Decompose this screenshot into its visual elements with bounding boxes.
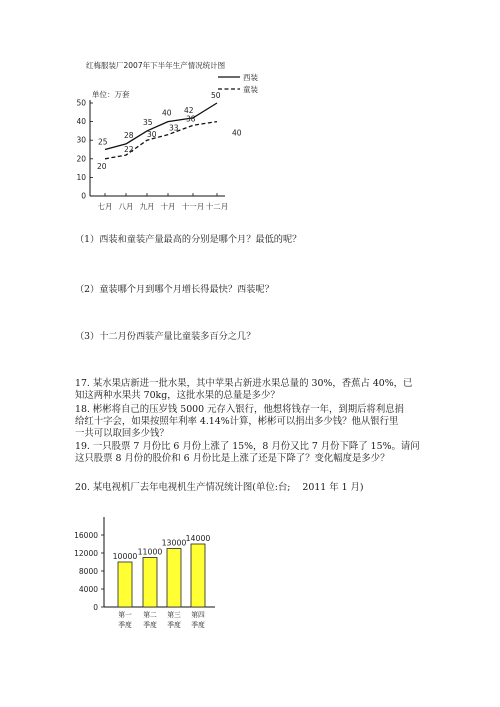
legend-label-kids: 童装: [243, 85, 258, 94]
chart2-x-ticks: [118, 610, 205, 629]
data-label-suit: 40: [162, 108, 172, 118]
data-label-suit: 35: [143, 117, 153, 127]
data-label-kids: 40: [232, 128, 242, 138]
problem-18: 18. 彬彬将自己的压岁钱 5000 元存入银行，他想将钱存一年，到期后将利息捐 给红十字会，如果按照年利率 4.14%计算，彬彬可以捐出多少钱？他从银行里 一共可以取回多少钱？: [75, 404, 404, 440]
chart2-y-ticks: [74, 531, 104, 612]
data-label-kids: 20: [97, 161, 107, 171]
question-2: （2）童装哪个月到哪个月增长得最快？西装呢？: [75, 284, 274, 295]
chart2-x-tick-label: 第三: [167, 611, 181, 619]
series-line-kids: [105, 122, 217, 159]
bar-value-label: 11000: [137, 547, 163, 557]
data-label-suit: 28: [124, 130, 134, 140]
chart2-y-tick-label: 0: [93, 602, 98, 612]
chart2-y-tick-label: 16000: [74, 530, 98, 540]
bar: [167, 549, 181, 608]
chart2-y-tick-label: 4000: [78, 584, 98, 594]
data-label-suit: 42: [184, 105, 194, 115]
series-line-suit: [105, 103, 217, 150]
legend-label-suit: 西装: [243, 73, 258, 82]
chart1-y-ticks: [76, 99, 93, 201]
chart2-svg: [0, 500, 500, 640]
chart1-series: [105, 103, 217, 159]
chart1-y-tick-label: 40: [76, 117, 86, 127]
chart2-y-tick-label: 12000: [74, 548, 98, 558]
chart2-x-tick-label: 季度: [191, 621, 205, 629]
chart2-x-tick-label: 第四: [191, 611, 205, 619]
data-label-kids: 30: [147, 130, 157, 140]
data-label-kids: 22: [124, 145, 134, 155]
chart1-legend: [218, 72, 258, 94]
chart1-y-tick-label: 30: [76, 135, 86, 145]
chart1-x-tick-label: 十二月: [205, 202, 229, 211]
bar: [118, 562, 132, 607]
question-1: （1）西装和童装产量最高的分别是哪个月？最低的呢？: [75, 234, 302, 245]
chart2-x-tick-label: 季度: [143, 621, 157, 629]
chart2-x-tick-label: 季度: [167, 621, 181, 629]
chart1-x-tick-label: 八月: [118, 202, 134, 211]
chart1-x-tick-label: 十月: [160, 202, 176, 211]
chart2-x-tick-label: 第一: [118, 611, 132, 619]
chart1-y-tick-label: 20: [76, 154, 86, 164]
bar: [191, 544, 205, 607]
data-label-kids: 33: [169, 123, 179, 133]
problem-19: 19. 一只股票 7 月份比 6 月份上涨了 15%，8 月份又比 7 月份下降了 15%。请问 这只股票 8 月份的股价和 6 月份比是上涨了还是下降了？变化幅度是多少？: [75, 441, 420, 465]
data-label-suit: 50: [211, 91, 221, 100]
data-label-kids: 38: [186, 114, 196, 124]
chart1-y-tick-label: 50: [76, 98, 86, 108]
question-3: （3）十二月份西装产量比童装多百分之几？: [75, 331, 256, 342]
chart1-y-tick-label: 10: [76, 172, 86, 182]
chart2-y-tick-label: 8000: [78, 566, 98, 576]
data-label-suit: 25: [98, 137, 108, 147]
chart1-svg: [0, 0, 500, 230]
chart2-x-tick-label: 季度: [118, 621, 132, 629]
bar-value-label: 14000: [185, 534, 211, 543]
problem-17: 17. 某水果店新进一批水果，其中苹果占新进水果总量的 30%，香蕉占 40%，已 知这两种水果共 70kg，这批水果的总量是多少？: [75, 378, 413, 402]
bar-value-label: 13000: [161, 538, 187, 548]
chart1-y-tick-label: 0: [81, 191, 86, 201]
chart1-data-labels: [97, 91, 242, 171]
chart2-x-tick-label: 第二: [143, 611, 157, 619]
bar: [143, 558, 157, 608]
bar-value-label: 10000: [112, 552, 138, 561]
chart1-x-tick-label: 七月: [97, 202, 113, 211]
chart1-x-tick-label: 十一月: [181, 202, 205, 211]
problem-20: 20. 某电视机厂去年电视机生产情况统计图(单位:台; 2011 年 1 月): [75, 482, 364, 493]
chart1-unit-label: 单位：万套: [92, 90, 130, 99]
chart1-title: 红梅服装厂2007年下半年生产情况统计图: [86, 61, 226, 70]
chart1-x-tick-label: 九月: [139, 202, 155, 211]
